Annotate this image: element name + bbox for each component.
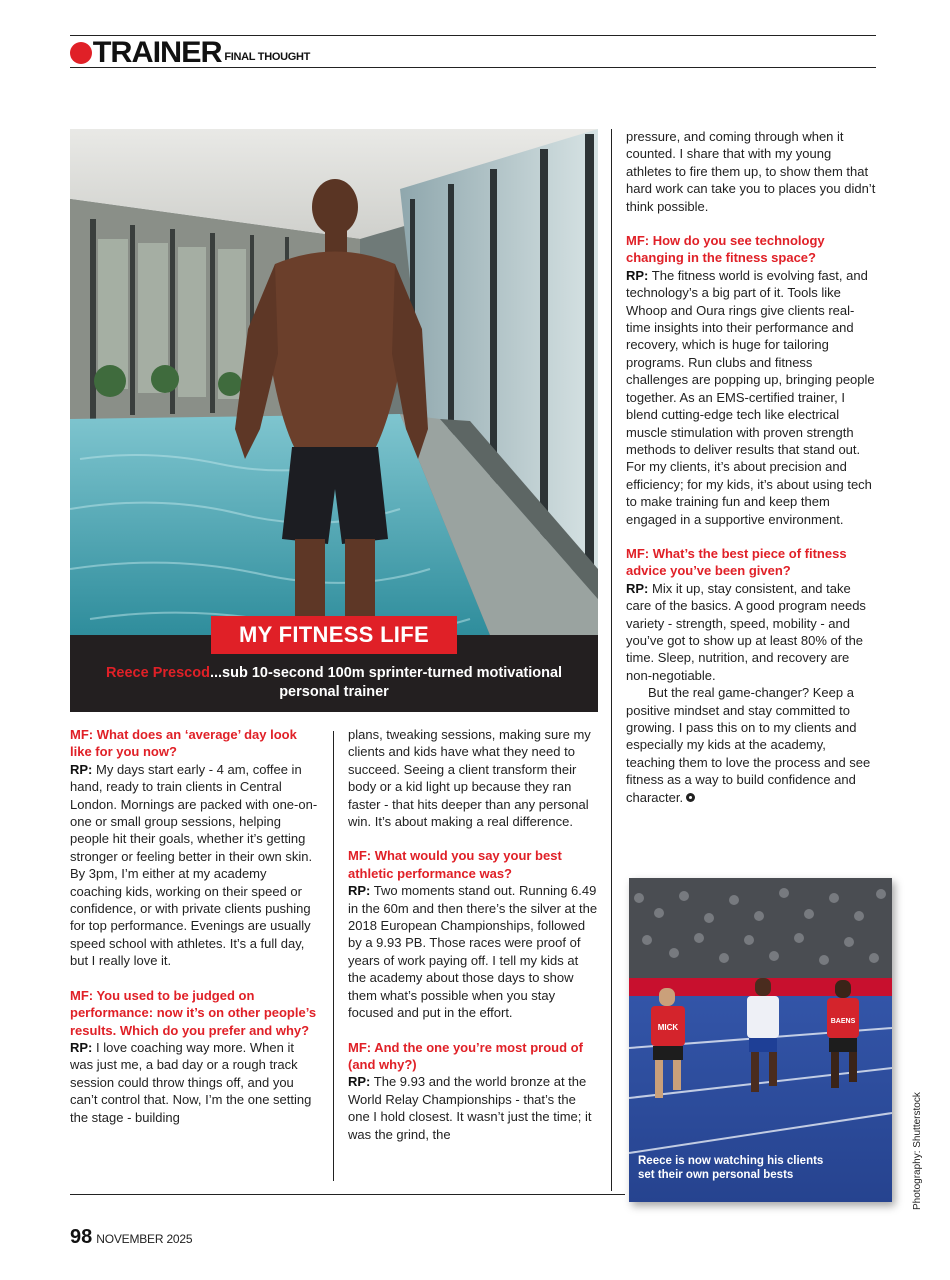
issue-date: NOVEMBER 2025 <box>96 1232 193 1246</box>
inset-caption: Reece is now watching his clients set their own personal bests <box>638 1155 824 1181</box>
question: MF: You used to be judged on performance: now it’s on other people’s results. Which do you prefer and why? <box>70 987 317 1038</box>
closing-text: But the real game-changer? Keep a positive mindset and stay committed to growing. I pass this on to my clients and especially my kids at the academy, teaching them to love the process and see fitness as a way to build confidence and character. <box>626 685 871 805</box>
answer-label: RP: <box>626 580 649 596</box>
column-divider <box>333 731 334 1181</box>
feature-name: Reece Prescod <box>105 665 210 681</box>
column-2 <box>348 726 598 1143</box>
column-3 <box>626 128 876 806</box>
answer-label: RP: <box>348 1074 371 1090</box>
section-header <box>70 38 310 68</box>
runner-bib-left: MICK <box>657 1023 679 1032</box>
answer-label: RP: <box>70 1039 93 1055</box>
answer <box>70 761 320 970</box>
question: MF: How do you see technology changing in the fitness space? <box>626 233 825 266</box>
answer <box>348 1073 598 1143</box>
answer <box>348 882 598 1021</box>
closing-paragraph <box>626 684 876 806</box>
question: MF: And the one you’re most proud of (and why?) <box>348 1039 583 1072</box>
page-footer <box>70 1226 192 1249</box>
answer-text: Mix it up, stay consistent, and take care of the basics. A good program needs variety - strength, speed, mobility - and you’ve got to show up at least 80% of the time. Sleep, nutrition, and recovery are non-negotiable. <box>626 580 866 683</box>
answer-text: My days start early - 4 am, coffee in hand, ready to train clients in Central London. Mornings are packed with one-on-one or small group sessions, helping people hit their goals, whether it’s getting stronger or feeling better in their own skin. By 3pm, I’m either at my academy coaching kids, working on their speed or confidence, or with private clients pushing for top performance. Evenings are usually speed school with athletes. It’s a full day, but I really love it. <box>70 761 318 969</box>
answer-label: RP: <box>626 267 649 283</box>
columns-bottom-rule <box>70 1194 625 1195</box>
feature-tagline-text: ...sub 10-second 100m sprinter-turned motivational personal trainer <box>209 665 563 700</box>
feature-tagline <box>80 664 588 702</box>
runner-bib-right: BAENS <box>830 1018 856 1025</box>
page-number: 98 <box>70 1226 93 1248</box>
section-title: TRAINER <box>92 36 222 69</box>
column-1 <box>70 726 320 1126</box>
answer-text: Two moments stand out. Running 6.49 in the 60m and then there’s the silver at the 2018 European Championships, followed by a 9.93 PB. Those races were proof of years of work paying off. I tell my kids at the academy about those days to show them what’s possible when you stay focused and put in the effort. <box>348 883 598 1021</box>
question: MF: What would you say your best athletic performance was? <box>348 848 562 881</box>
section-dot-icon <box>70 42 92 64</box>
section-subtitle: FINAL THOUGHT <box>224 51 311 63</box>
answer <box>626 580 876 684</box>
answer-text: The fitness world is evolving fast, and technology’s a big part of it. Tools like Whoop and Oura rings give clients real-time insights into their performance and recovery, which is huge for tailoring programs. Run clubs and fitness challenges are popping up, bringing people together. As an EMS-certified trainer, I blend cutting-edge tech like electrical muscle stimulation with proven strength methods to deliver results that stand out. For my clients, it’s about precision and efficiency; for my kids, it’s about using tech to make training fun and keep them engaged in a supportive environment. <box>626 267 875 527</box>
answer-continued: plans, tweaking sessions, making sure my clients and kids have what they need to succeed. Seeing a client transform their body or a kid light up because they ran faster - that hits deeper than any personal win. It’s about making a real difference. <box>348 727 591 830</box>
hero-photo <box>70 129 598 635</box>
question: MF: What does an ‘average’ day look like for you now? <box>70 727 297 760</box>
end-mark-icon <box>686 793 695 802</box>
column-divider <box>611 129 612 1191</box>
answer <box>626 267 876 528</box>
answer-continued: pressure, and coming through when it counted. I share that with my young athletes to fire them up, to show them that hard work can take you to places you didn’t think possible. <box>626 129 876 214</box>
answer <box>70 1039 320 1126</box>
answer-text: The 9.93 and the world bronze at the World Relay Championships - that’s the one I hold closest. It wasn’t just the time; it was the grind, the <box>348 1074 592 1142</box>
answer-label: RP: <box>70 761 93 777</box>
feature-title: MY FITNESS LIFE <box>211 616 457 654</box>
answer-label: RP: <box>348 883 371 899</box>
answer-text: I love coaching way more. When it was just me, a bad day or a rough track session could throw things off, and you can’t control that. Now, I’m the one setting the stage - building <box>70 1039 312 1125</box>
question: MF: What’s the best piece of fitness advice you’ve been given? <box>626 545 847 579</box>
photo-credit: Photography: Shutterstock <box>912 1092 923 1210</box>
